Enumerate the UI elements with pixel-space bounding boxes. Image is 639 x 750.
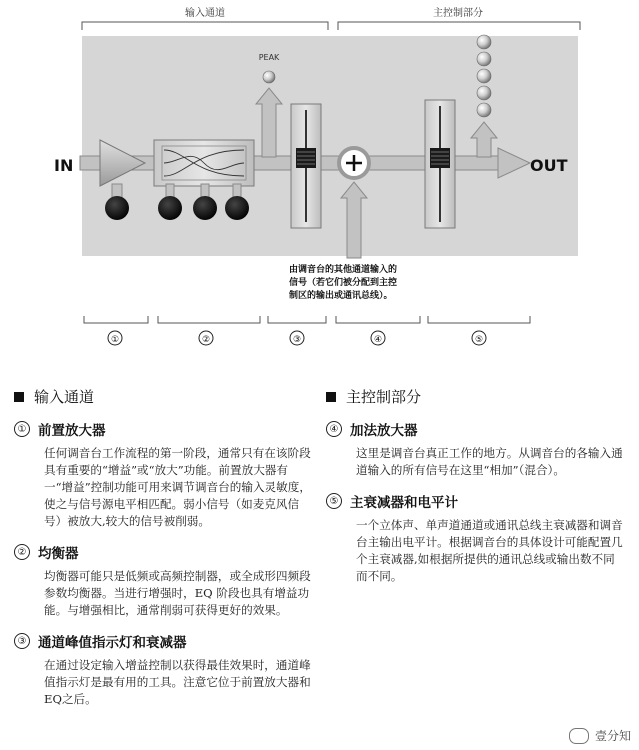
item-head — [326, 491, 626, 511]
gain-knob-icon[interactable] — [105, 196, 129, 220]
item-number-badge: ① — [14, 421, 30, 437]
eq-knob-3-icon[interactable] — [225, 196, 249, 220]
level-meter — [477, 35, 491, 117]
master-fader[interactable] — [425, 100, 455, 228]
item-peak-fader — [14, 631, 314, 708]
item-body: 均衡器可能只是低频或高频控制器，或全成形四频段参数均衡器。当进行增强时，EQ 阶段也具有增益功能。与增强相比，通常削弱可获得更好的效果。 — [44, 569, 311, 617]
item-title: 通道峰值指示灯和衰减器 — [38, 635, 187, 651]
signal-flow-diagram — [0, 0, 639, 360]
note-line: 制区的输出或通讯总线）。 — [289, 291, 393, 301]
marker-4: ④ — [373, 335, 383, 345]
watermark — [569, 727, 631, 744]
item-title: 主衰减器和电平计 — [350, 495, 458, 511]
item-head — [14, 419, 314, 439]
item-head — [14, 542, 314, 562]
item-number-badge: ③ — [14, 633, 30, 649]
section-title — [14, 386, 314, 407]
marker-5: ⑤ — [474, 335, 484, 345]
preamp-stem — [112, 184, 122, 198]
out-label: OUT — [530, 156, 568, 175]
item-body: 在通过设定输入增益控制以获得最佳效果时，通道峰值指示灯是最有用的工具。注意它位于前置放大器和EQ之后。 — [44, 658, 311, 706]
section-master — [326, 386, 626, 585]
marker-1: ① — [110, 335, 120, 345]
meter-led-icon — [477, 86, 491, 100]
bottom-brackets — [84, 316, 530, 323]
meter-led-icon — [477, 52, 491, 66]
item-title: 均衡器 — [38, 546, 79, 562]
peak-label: PEAK — [258, 53, 280, 62]
item-body: 任何调音台工作流程的第一阶段，通常只有在该阶段具有重要的“增益”或“放大”功能。前置放大器有一“增益”控制功能可用来调节调音台的输入灵敏度，使之与信号源电平相匹配。弱小信号（如麦克风信号）被放大,较大的信号被削弱。 — [44, 446, 311, 528]
meter-led-icon — [477, 103, 491, 117]
input-channel-label: 输入通道 — [185, 8, 225, 19]
square-bullet-icon — [326, 392, 336, 402]
item-number-badge: ④ — [326, 421, 342, 437]
input-channel-bracket — [82, 22, 328, 30]
section-title-text: 输入通道 — [34, 388, 95, 406]
eq-knob-2-icon[interactable] — [193, 196, 217, 220]
channel-fader[interactable] — [291, 104, 321, 228]
item-master-fader — [326, 491, 626, 585]
item-number-badge: ⑤ — [326, 493, 342, 509]
item-head — [14, 631, 314, 651]
meter-led-icon — [477, 35, 491, 49]
item-eq — [14, 542, 314, 619]
item-head — [326, 419, 626, 439]
item-title: 前置放大器 — [38, 423, 106, 439]
peak-led-icon — [263, 71, 275, 83]
meter-led-icon — [477, 69, 491, 83]
item-number-badge: ② — [14, 544, 30, 560]
note-line: 信号（若它们被分配到主控 — [289, 278, 398, 288]
note-line: 由调音台的其他通道输入的 — [289, 265, 398, 275]
item-title: 加法放大器 — [350, 423, 418, 439]
watermark-text: 壹分知 — [594, 729, 631, 743]
eq-knob-1-icon[interactable] — [158, 196, 182, 220]
wechat-icon — [569, 728, 589, 744]
summing-amp-icon — [339, 148, 369, 178]
item-body: 一个立体声、单声道通道或通讯总线主衰减器和调音台主输出电平计。根据调音台的具体设计可能配置几个主衰减器,如根据所提供的通讯总线或输出数不同而不同。 — [356, 518, 623, 583]
item-preamp — [14, 419, 314, 530]
item-body: 这里是调音台真正工作的地方。从调音台的各输入通道输入的所有信号在这里“相加”（混合）。 — [356, 446, 623, 477]
section-title — [326, 386, 626, 407]
section-title-text: 主控制部分 — [346, 388, 422, 406]
item-summing-amp — [326, 419, 626, 479]
square-bullet-icon — [14, 392, 24, 402]
master-section-label: 主控制部分 — [433, 8, 483, 19]
in-label: IN — [54, 156, 74, 175]
section-input-channel — [14, 386, 314, 708]
marker-2: ② — [201, 335, 211, 345]
marker-3: ③ — [292, 335, 302, 345]
master-section-bracket — [338, 22, 580, 30]
